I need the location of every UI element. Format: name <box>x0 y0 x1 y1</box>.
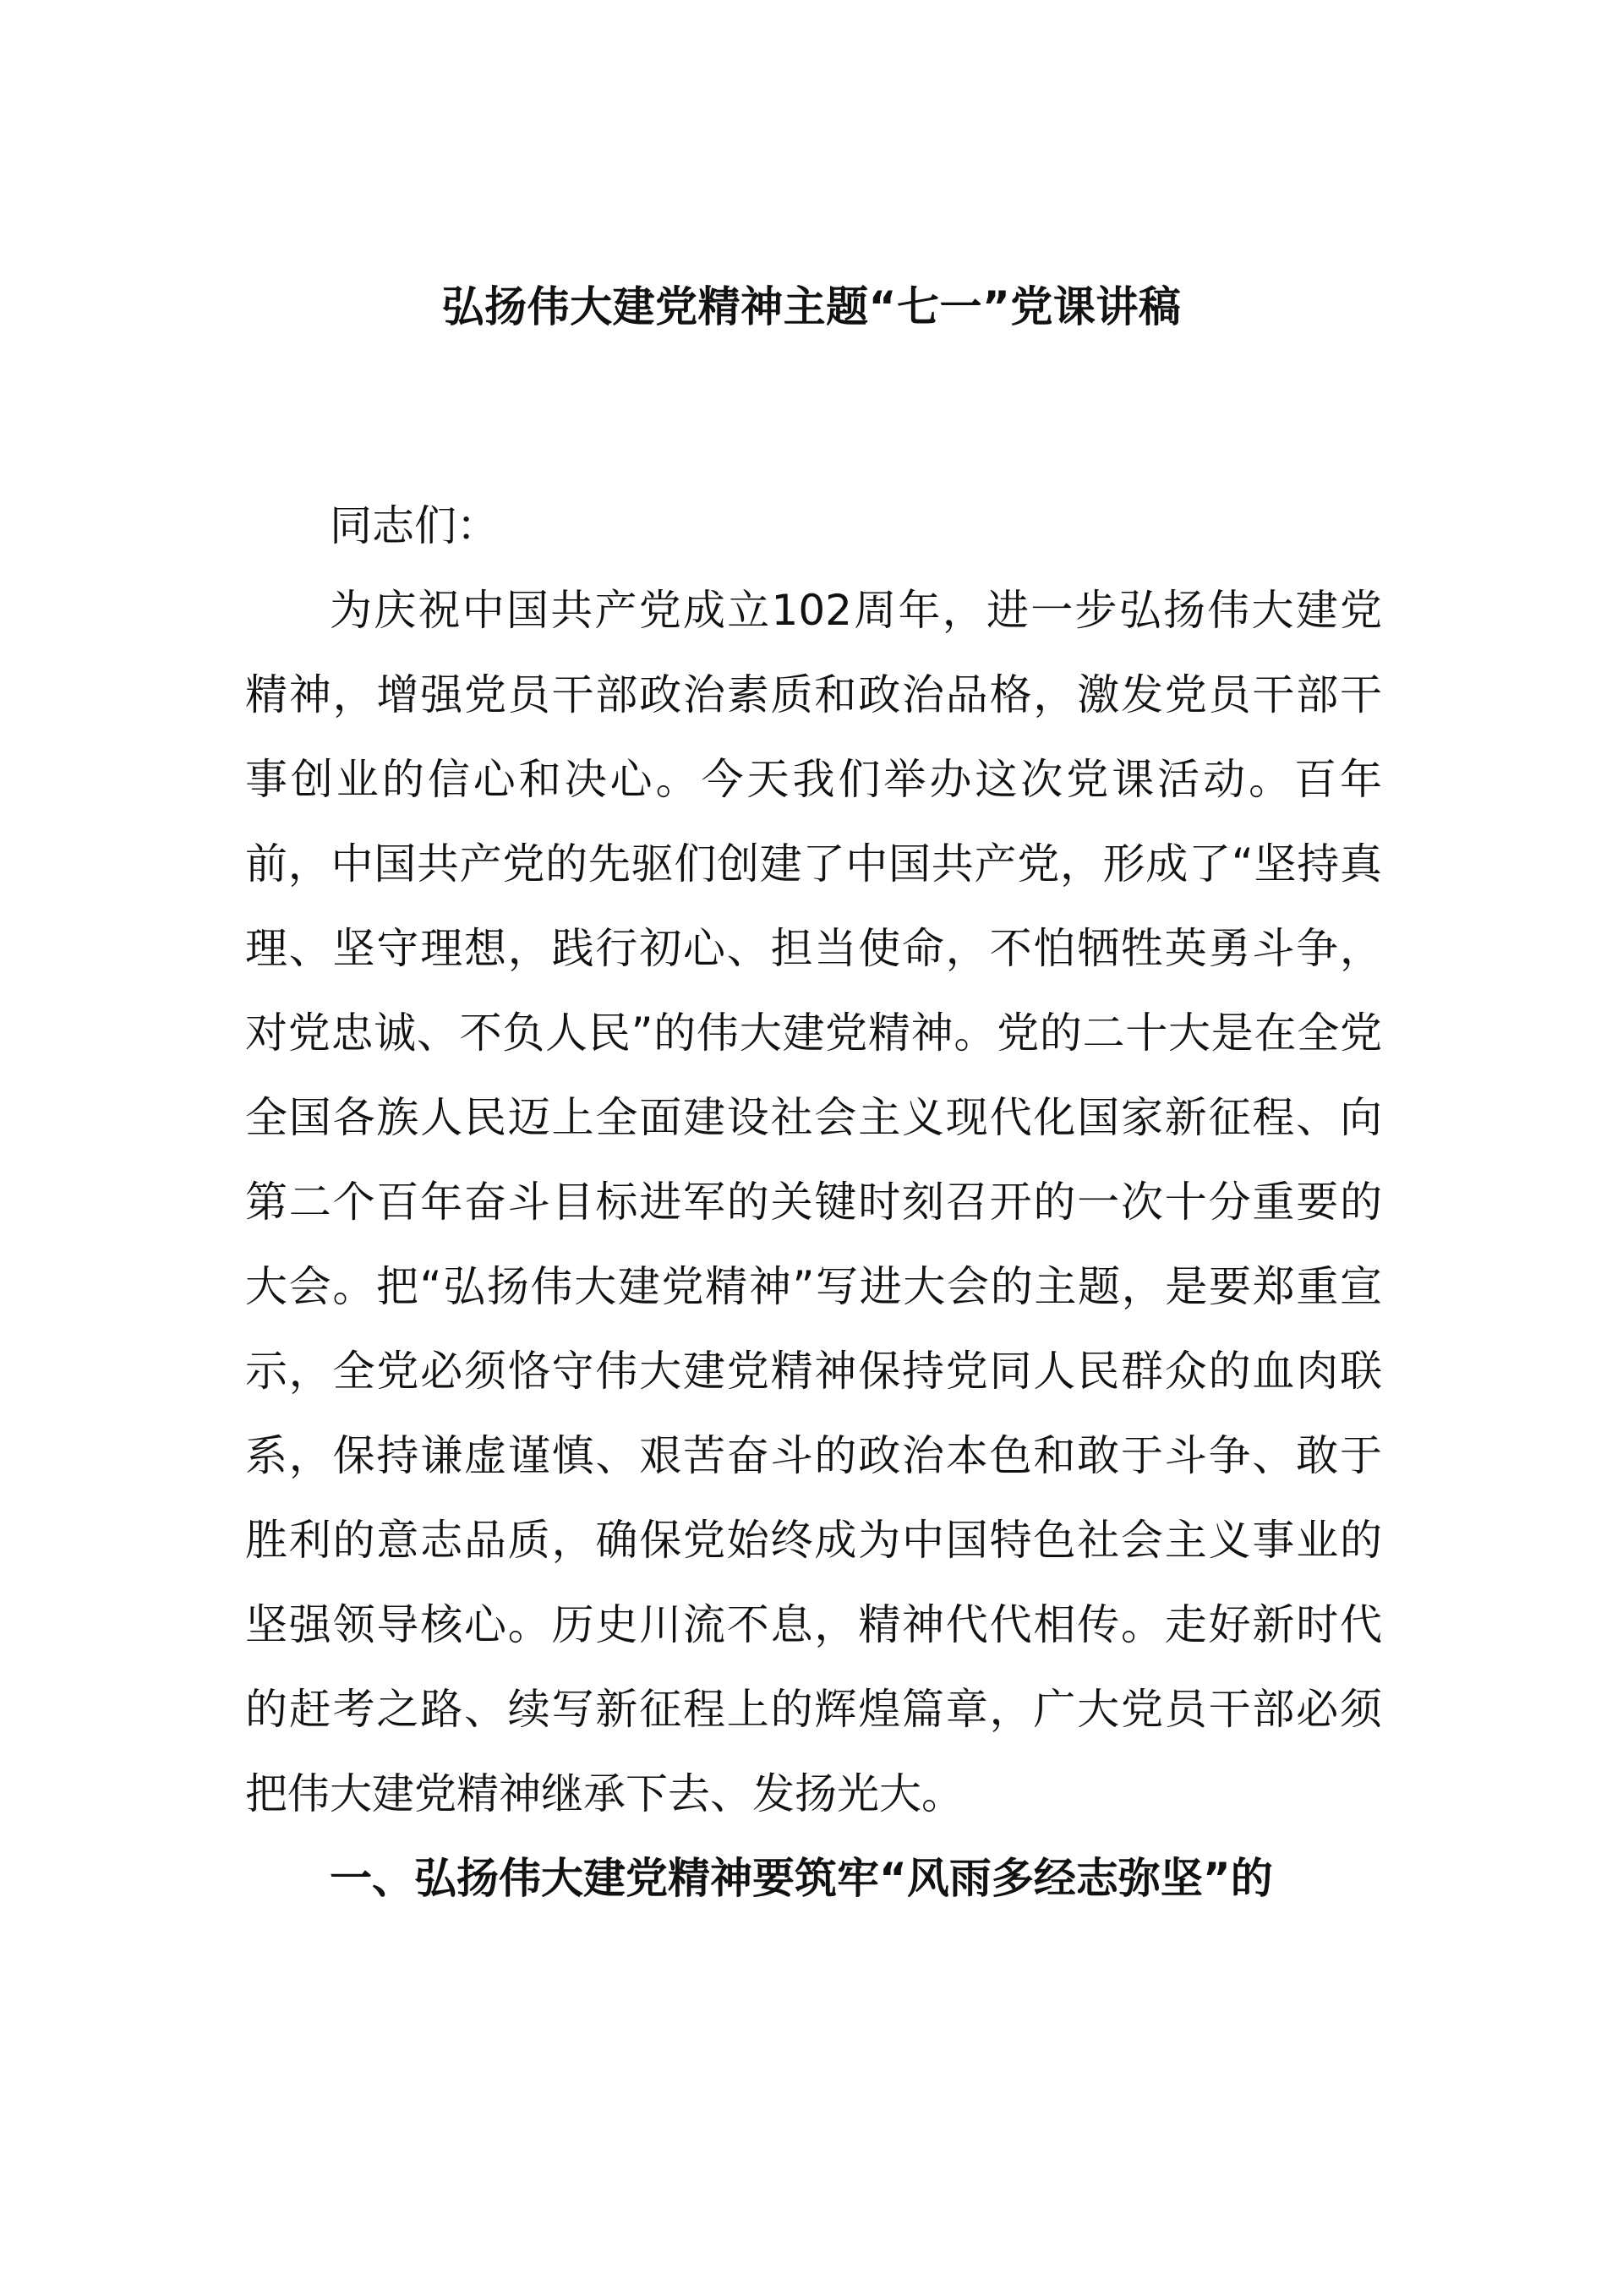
document-title: 弘扬伟大建党精神主题“七一”党课讲稿 <box>441 282 1182 331</box>
section-heading: 一、弘扬伟大建党精神要筑牢“风雨多经志弥坚”的 <box>330 1854 1273 1903</box>
salutation-paragraph: 同志们： <box>330 501 499 550</box>
document-body <box>245 484 1382 1921</box>
intro-paragraph: 为庆祝中国共产党成立102周年，进一步弘扬伟大建党精神，增强党员干部政治素质和政治品格，激发党员干部干事创业的信心和决心。今天我们举办这次党课活动。百年前，中国共产党的先驱们创建了中国共产党，形成了“坚持真理、坚守理想，践行初心、担当使命，不怕牺牲英勇斗争，对党忠诚、不负人民”的伟大建党精神。党的二十大是在全党全国各族人民迈上全面建设社会主义现代化国家新征程、向第二个百年奋斗目标进军的关键时刻召开的一次十分重要的大会。把“弘扬伟大建党精神”写进大会的主题，是要郑重宣示，全党必须恪守伟大建党精神保持党同人民群众的血肉联系，保持谦虚谨慎、艰苦奋斗的政治本色和敢于斗争、敢于胜利的意志品质，确保党始终成为中国特色社会主义事业的坚强领导核心。历史川流不息，精神代代相传。走好新时代的赶考之路、续写新征程上的辉煌篇章，广大党员干部必须把伟大建党精神继承下去、发扬光大。 <box>245 586 1382 1818</box>
